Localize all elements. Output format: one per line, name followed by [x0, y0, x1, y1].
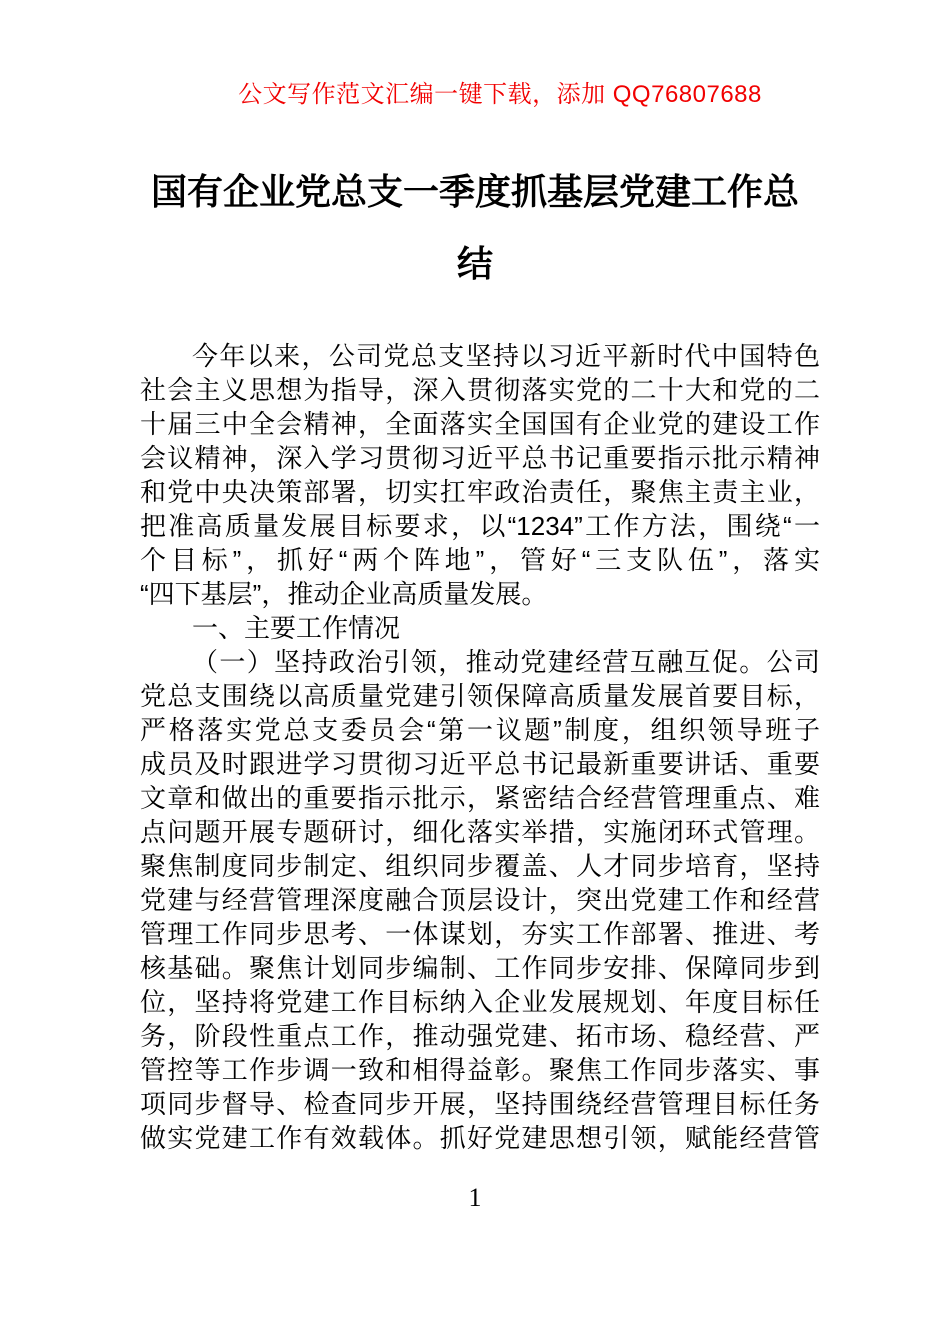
text-line: 把准高质量发展目标要求，以“1234”工作方法，围绕“一 — [140, 511, 820, 541]
text-line: 聚焦制度同步制定、组织同步覆盖、人才同步培育，坚持 — [140, 851, 820, 881]
text-line: （一）坚持政治引领，推动党建经营互融互促。公司 — [192, 647, 820, 677]
text-line: 管控等工作步调一致和相得益彰。聚焦工作同步落实、事 — [140, 1055, 820, 1085]
text-line: 核基础。聚焦计划同步编制、工作同步安排、保障同步到 — [140, 953, 820, 983]
title-line-2: 结 — [456, 243, 493, 284]
text-line: 会议精神，深入学习贯彻习近平总书记重要指示批示精神 — [140, 443, 820, 473]
document-title — [0, 156, 950, 300]
text-line: 个目标”，抓好“两个阵地”，管好“三支队伍”，落实 — [140, 545, 820, 575]
text-line: 党总支围绕以高质量党建引领保障高质量发展首要目标， — [140, 681, 820, 711]
section-heading: 一、主要工作情况 — [192, 613, 401, 643]
text-line: 位，坚持将党建工作目标纳入企业发展规划、年度目标任 — [140, 987, 820, 1017]
text-line: 点问题开展专题研讨，细化落实举措，实施闭环式管理。 — [140, 817, 820, 847]
text-line: “四下基层”，推动企业高质量发展。 — [140, 579, 548, 609]
text-line: 做实党建工作有效载体。抓好党建思想引领，赋能经营管 — [140, 1123, 820, 1153]
text-line: 项同步督导、检查同步开展，坚持围绕经营管理目标任务 — [140, 1089, 820, 1119]
title-line-1: 国有企业党总支一季度抓基层党建工作总 — [150, 171, 799, 212]
text-line: 管理工作同步思考、一体谋划，夯实工作部署、推进、考 — [140, 919, 820, 949]
text-line: 和党中央决策部署，切实扛牢政治责任，聚焦主责主业， — [140, 477, 820, 507]
document-body — [140, 339, 820, 1155]
text-line: 社会主义思想为指导，深入贯彻落实党的二十大和党的二 — [140, 375, 820, 405]
header-promo-text: 公文写作范文汇编一键下载，添加 QQ76807688 — [238, 81, 762, 108]
text-line: 十届三中全会精神，全面落实全国国有企业党的建设工作 — [140, 409, 820, 439]
text-line: 成员及时跟进学习贯彻习近平总书记最新重要讲话、重要 — [140, 749, 820, 779]
text-line: 务，阶段性重点工作，推动强党建、拓市场、稳经营、严 — [140, 1021, 820, 1051]
text-line: 文章和做出的重要指示批示，紧密结合经营管理重点、难 — [140, 783, 820, 813]
text-line: 今年以来，公司党总支坚持以习近平新时代中国特色 — [192, 341, 820, 371]
text-line: 严格落实党总支委员会“第一议题”制度，组织领导班子 — [140, 715, 820, 745]
text-line: 党建与经营管理深度融合顶层设计，突出党建工作和经营 — [140, 885, 820, 915]
page-number: 1 — [468, 1183, 482, 1212]
